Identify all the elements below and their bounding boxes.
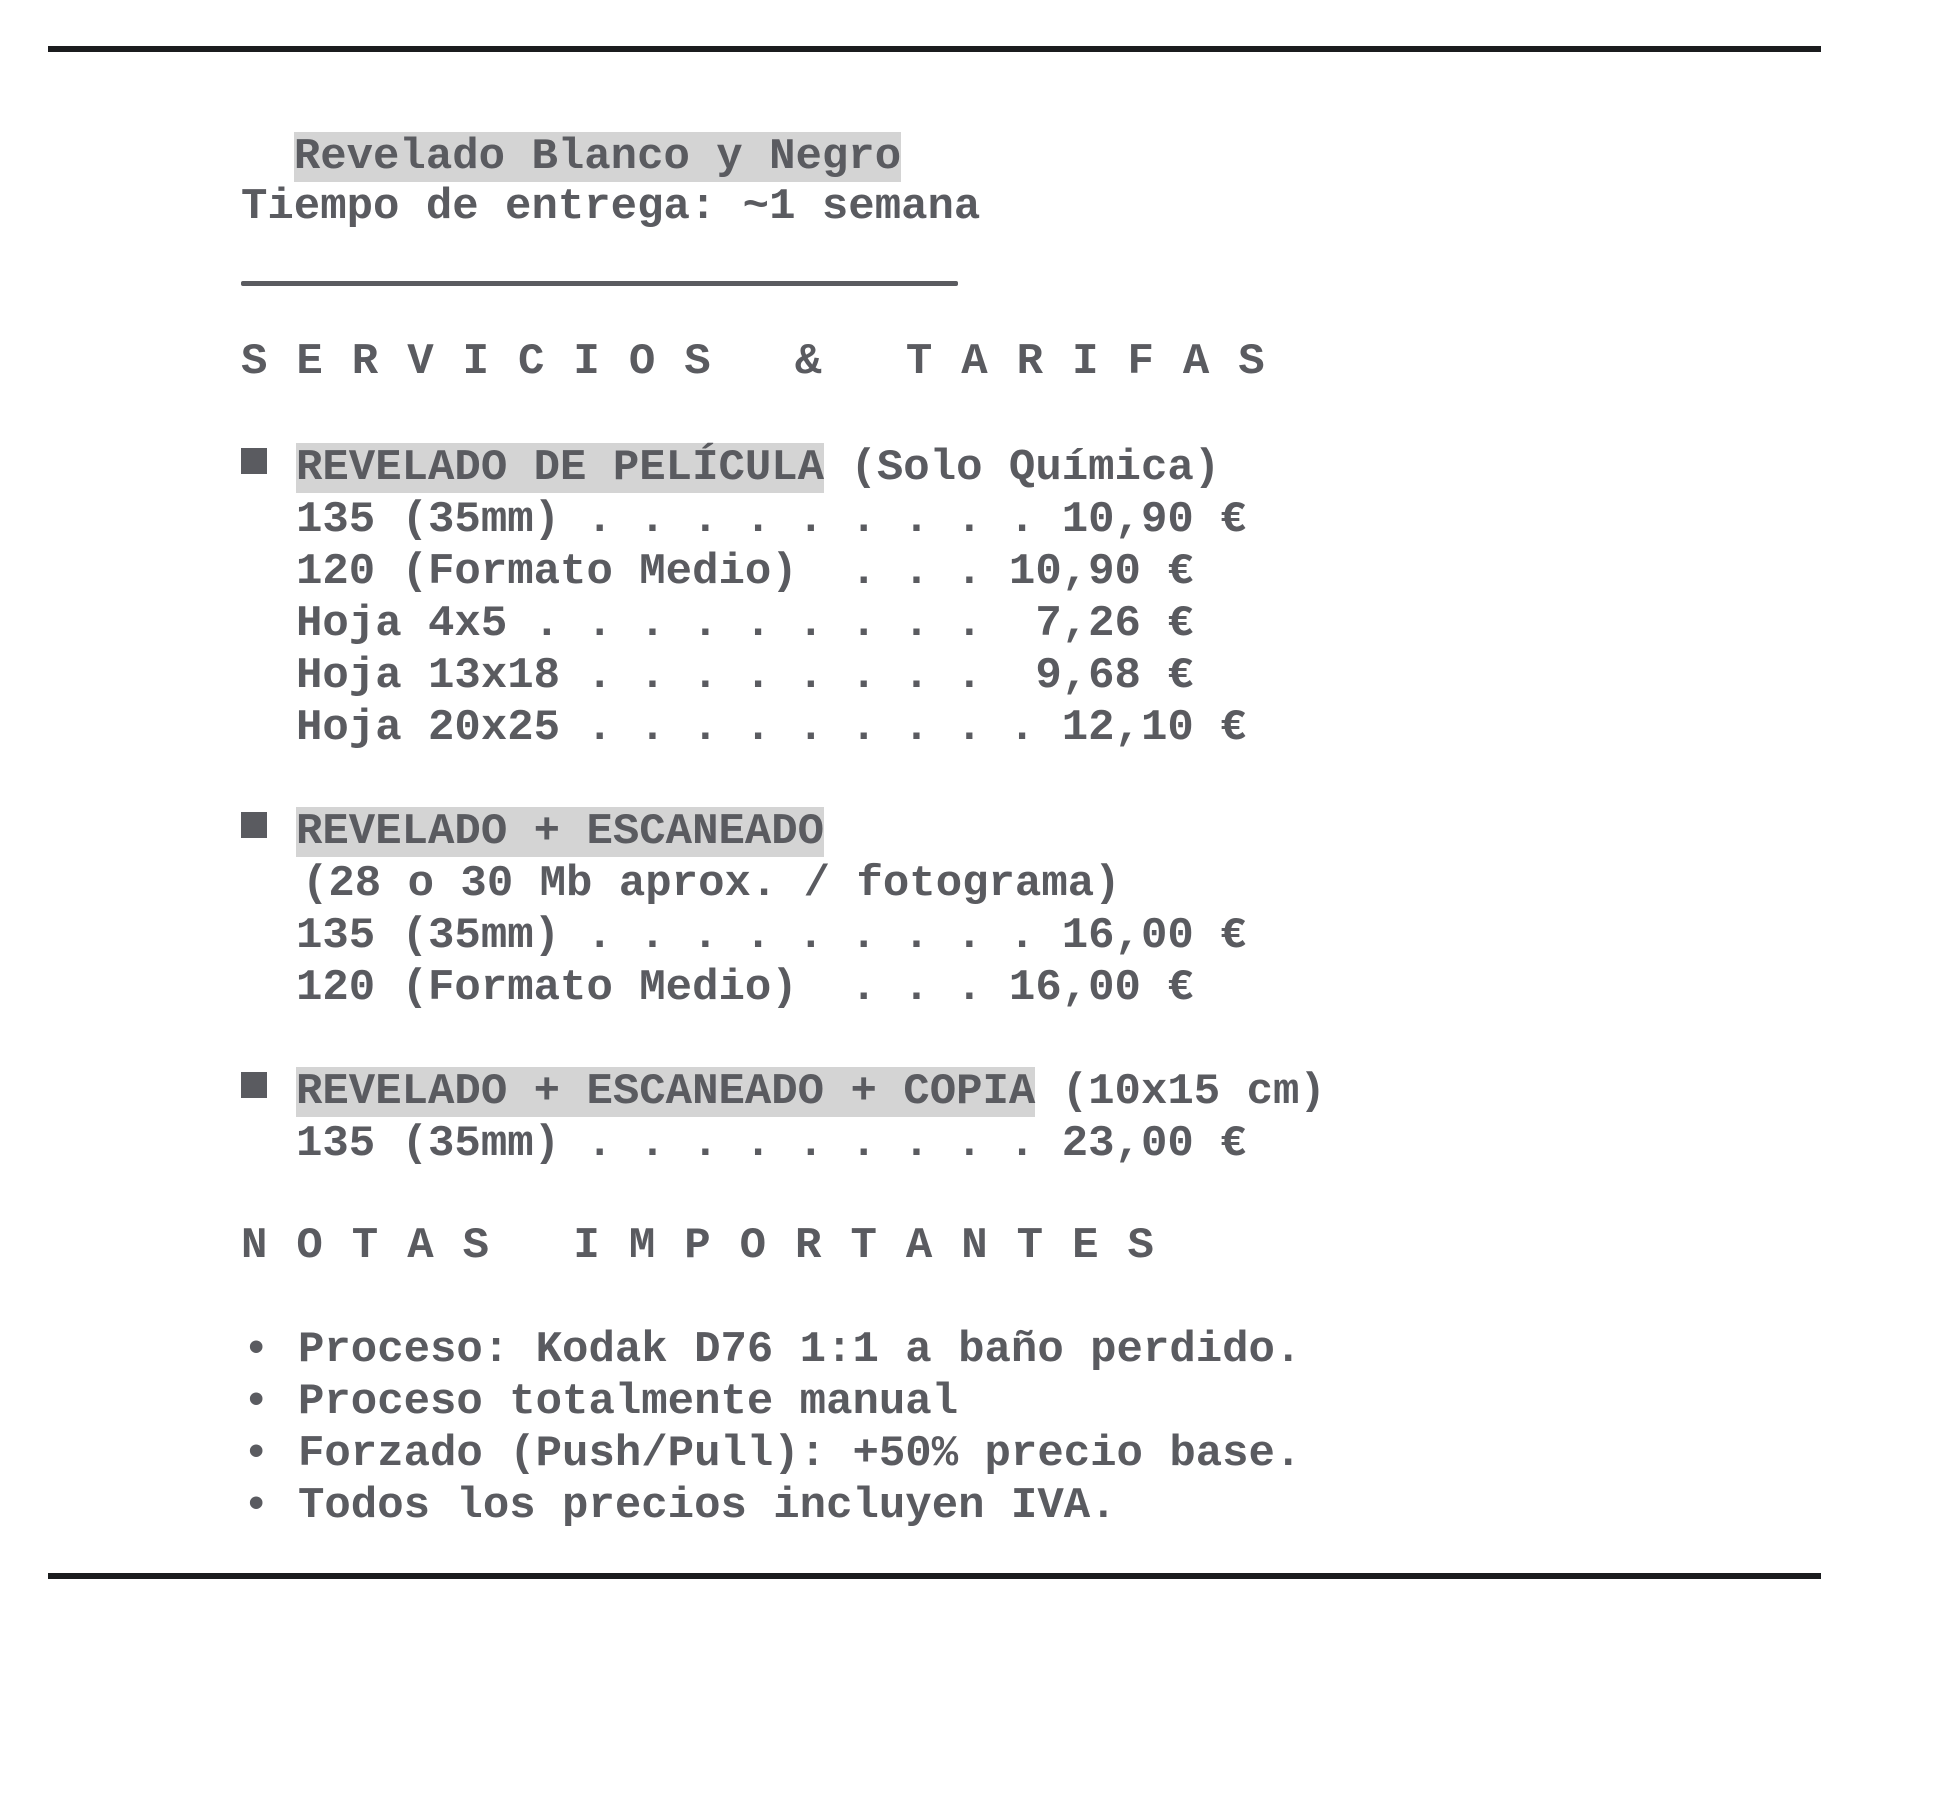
bullet-icon: • (243, 1481, 270, 1531)
price-row: Hoja 20x25 . . . . . . . . . 12,10 € (296, 703, 1247, 753)
note-item (243, 1480, 1117, 1532)
bullet-icon: • (243, 1377, 270, 1427)
top-rule (48, 46, 1821, 52)
document-title-block (241, 79, 901, 183)
section-title: REVELADO DE PELÍCULA (296, 443, 825, 493)
bottom-rule (48, 1573, 1821, 1579)
note-item (243, 1428, 1301, 1480)
price-row: 135 (35mm) . . . . . . . . . 23,00 € (296, 1119, 1247, 1169)
square-bullet-icon (241, 448, 267, 474)
section-title: REVELADO + ESCANEADO + COPIA (296, 1067, 1036, 1117)
square-bullet-icon (241, 1072, 267, 1098)
note-text: Proceso totalmente manual (298, 1377, 959, 1427)
note-text: Proceso: Kodak D76 1:1 a baño perdido. (298, 1325, 1302, 1375)
price-row: 120 (Formato Medio) . . . 10,90 € (296, 547, 1194, 597)
section-header-revelado-escaneado (241, 806, 824, 858)
section-title: REVELADO + ESCANEADO (296, 807, 825, 857)
title-underline (241, 281, 958, 286)
price-row: Hoja 4x5 . . . . . . . . . 7,26 € (296, 599, 1194, 649)
note-text: Forzado (Push/Pull): +50% precio base. (298, 1429, 1302, 1479)
price-row: 120 (Formato Medio) . . . 16,00 € (296, 963, 1194, 1013)
services-heading: SERVICIOS & TARIFAS (241, 337, 1294, 387)
notes-heading: NOTAS IMPORTANTES (241, 1221, 1183, 1271)
document-title: Revelado Blanco y Negro (293, 132, 902, 182)
price-row: 135 (35mm) . . . . . . . . . 10,90 € (296, 495, 1247, 545)
bullet-icon: • (243, 1429, 270, 1479)
section-note: (28 o 30 Mb aprox. / fotograma) (302, 859, 1121, 909)
section-header-revelado-pelicula (241, 442, 1220, 494)
section-suffix: (10x15 cm) (1035, 1067, 1326, 1117)
bullet-icon: • (243, 1325, 270, 1375)
delivery-time: Tiempo de entrega: ~1 semana (241, 182, 981, 232)
section-suffix: (Solo Química) (824, 443, 1221, 493)
note-text: Todos los precios incluyen IVA. (298, 1481, 1117, 1531)
square-bullet-icon (241, 812, 267, 838)
note-item (243, 1324, 1301, 1376)
price-row: 135 (35mm) . . . . . . . . . 16,00 € (296, 911, 1247, 961)
price-row: Hoja 13x18 . . . . . . . . 9,68 € (296, 651, 1194, 701)
section-header-revelado-escaneado-copia (241, 1066, 1326, 1118)
note-item (243, 1376, 958, 1428)
